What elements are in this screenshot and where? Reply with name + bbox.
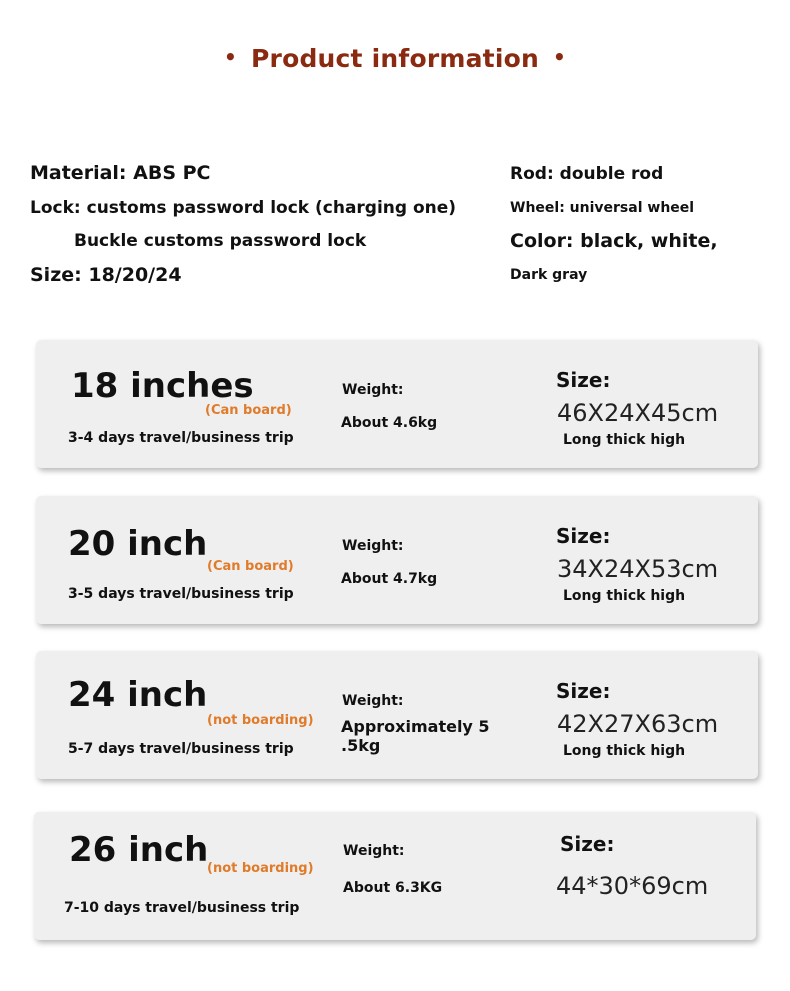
card-boarding-note: (Can board) xyxy=(207,559,294,574)
card-size-desc: Long thick high xyxy=(563,432,686,448)
card-weight-label: Weight: xyxy=(342,693,404,709)
bullet-right-icon: • xyxy=(552,45,566,69)
card-size-label: Size: xyxy=(556,368,611,392)
card-size-label: Size: xyxy=(556,679,611,703)
size-card-24 xyxy=(36,651,758,779)
spec-color-dark-gray: Dark gray xyxy=(510,267,588,283)
spec-buckle: Buckle customs password lock xyxy=(74,231,367,251)
card-size-name: 24 inch xyxy=(68,675,208,715)
card-size-value: 42X27X63cm xyxy=(557,710,719,738)
card-weight-value: About 4.7kg xyxy=(341,571,438,587)
card-boarding-note: (not boarding) xyxy=(207,861,314,876)
size-card-18 xyxy=(36,340,758,468)
card-weight-line-2: .5kg xyxy=(341,736,381,755)
size-card-26 xyxy=(34,812,756,940)
spec-wheel: Wheel: universal wheel xyxy=(510,200,695,216)
card-size-name: 20 inch xyxy=(68,524,208,564)
spec-rod: Rod: double rod xyxy=(510,164,664,184)
card-travel-days: 3-5 days travel/business trip xyxy=(68,586,294,602)
card-travel-days: 7-10 days travel/business trip xyxy=(64,900,300,916)
card-size-value: 34X24X53cm xyxy=(557,555,719,583)
card-size-value: 44*30*69cm xyxy=(556,872,709,900)
card-weight-value: About 4.6kg xyxy=(341,415,438,431)
card-weight-label: Weight: xyxy=(342,538,404,554)
spec-lock: Lock: customs password lock (charging one) xyxy=(30,198,457,218)
card-weight-label: Weight: xyxy=(343,843,405,859)
card-size-desc: Long thick high xyxy=(563,588,686,604)
page-title xyxy=(0,44,790,73)
title-text: Product information xyxy=(251,44,539,73)
card-weight-label: Weight: xyxy=(342,382,404,398)
card-weight-line-1: Approximately 5 xyxy=(341,717,490,736)
card-travel-days: 3-4 days travel/business trip xyxy=(68,430,294,446)
card-weight-value: About 6.3KG xyxy=(343,880,443,896)
card-boarding-note: (not boarding) xyxy=(207,713,314,728)
card-size-name: 26 inch xyxy=(69,830,209,870)
spec-color: Color: black, white, xyxy=(510,230,718,252)
card-travel-days: 5-7 days travel/business trip xyxy=(68,741,294,757)
bullet-left-icon: • xyxy=(224,45,238,69)
card-size-label: Size: xyxy=(560,832,615,856)
size-card-20 xyxy=(36,496,758,624)
spec-material: Material: ABS PC xyxy=(30,162,211,184)
card-weight-value xyxy=(341,717,490,755)
card-size-desc: Long thick high xyxy=(563,743,686,759)
card-size-label: Size: xyxy=(556,524,611,548)
spec-size: Size: 18/20/24 xyxy=(30,264,182,286)
card-size-name: 18 inches xyxy=(71,366,254,406)
card-boarding-note: (Can board) xyxy=(205,403,292,418)
card-size-value: 46X24X45cm xyxy=(557,399,719,427)
